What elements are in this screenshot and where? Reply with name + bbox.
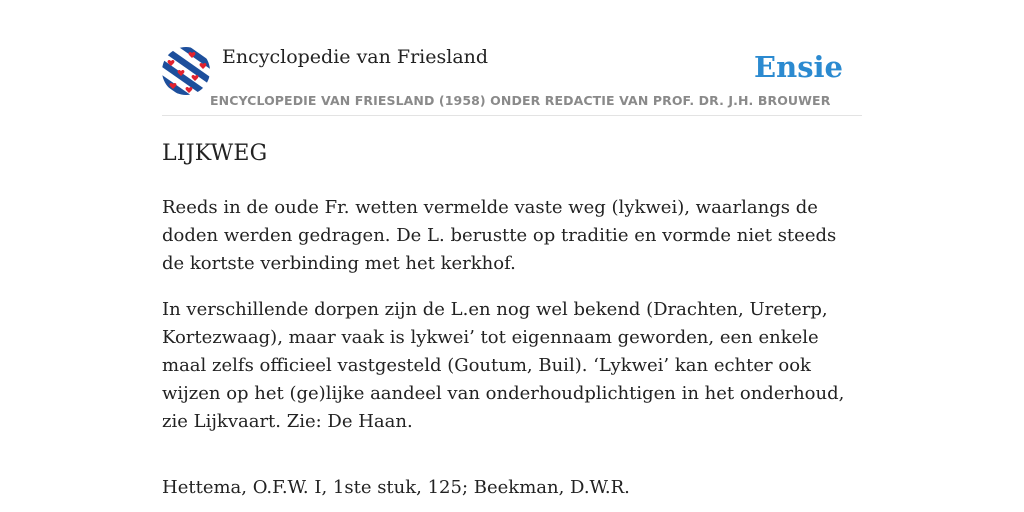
encyclopedia-subtitle: ENCYCLOPEDIE VAN FRIESLAND (1958) ONDER REDACTIE VAN PROF. DR. J.H. BROUWER (210, 93, 831, 108)
article-paragraph: In verschillende dorpen zijn de L.en nog wel bekend (Drachten, Ureterp, Kortezwaag), maar vaak is lykwei’ tot eigennaam geworden, een enkele maal zelfs officieel vastgesteld (Goutum, Buil). ‘Lykwei’ kan echter ook wijzen op het (ge)lijke aandeel van onderhoudplichtigen in het onderhoud, zie Lijkvaart. Zie: De Haan. (162, 299, 845, 432)
article (162, 138, 862, 502)
entry-title: LIJKWEG (162, 141, 268, 166)
site-title[interactable]: Encyclopedie van Friesland (222, 46, 489, 68)
article-paragraph: Reeds in de oude Fr. wetten vermelde vaste weg (lykwei), waarlangs de doden werden gedragen. De L. berustte op traditie en vormde niet steeds de kortste verbinding met het kerkhof. (162, 197, 837, 274)
ensie-logo[interactable]: Ensie (754, 50, 843, 84)
frisian-flag-icon[interactable] (162, 47, 210, 95)
source-reference: Hettema, O.F.W. I, 1ste stuk, 125; Beekman, D.W.R. (162, 477, 630, 498)
header (162, 44, 862, 116)
